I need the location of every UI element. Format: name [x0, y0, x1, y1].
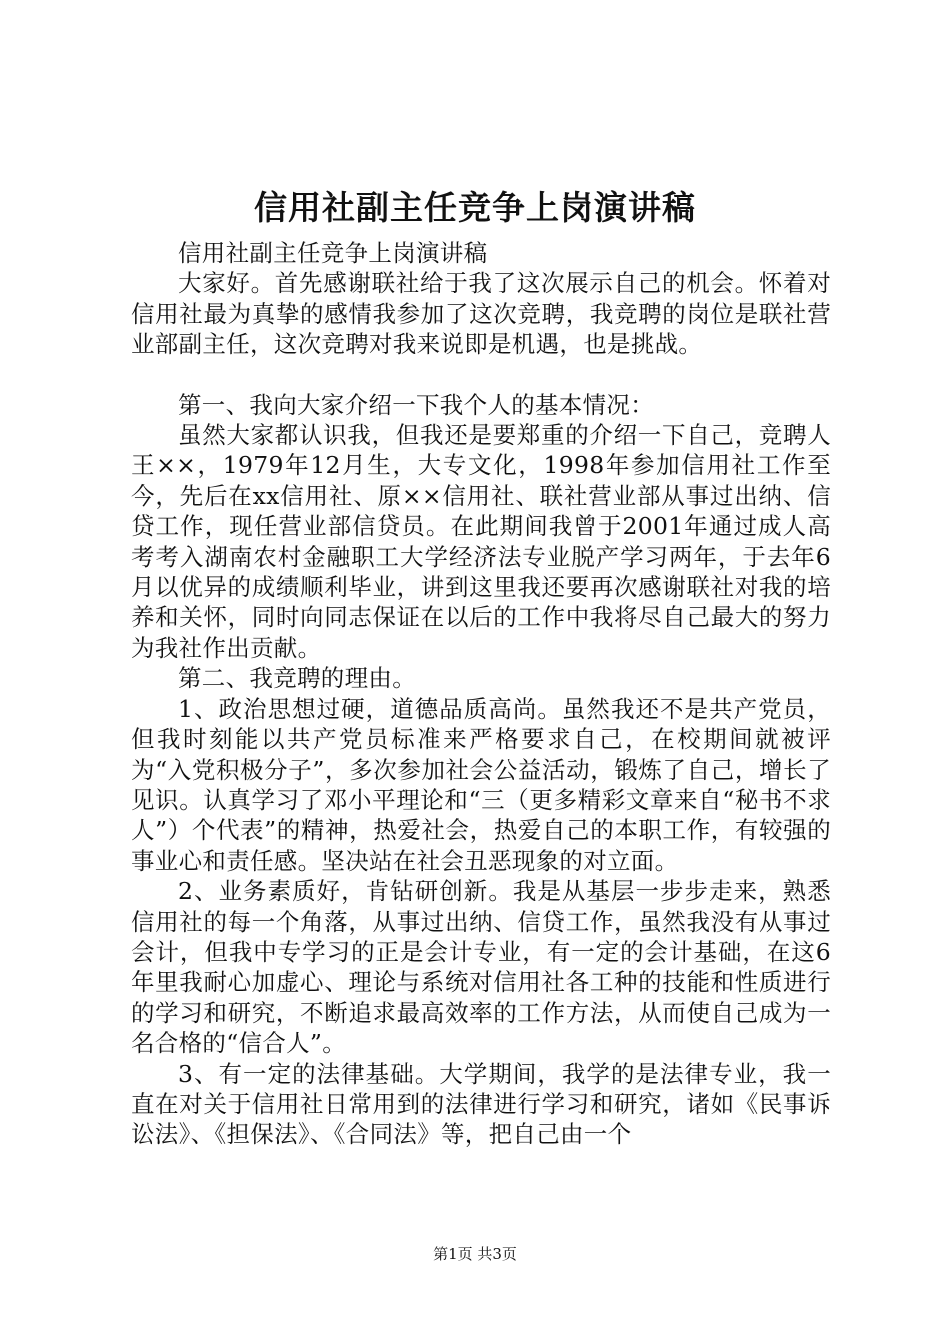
- paragraph-greeting: 大家好。首先感谢联社给于我了这次展示自己的机会。怀着对信用社最为真挚的感情我参加了这次竞聘，我竞聘的岗位是联社营业部副主任，这次竞聘对我来说即是机遇，也是挑战。: [131, 269, 831, 359]
- page-footer: 第1页 共3页: [433, 1245, 517, 1263]
- paragraph-personal-info: 虽然大家都认识我，但我还是要郑重的介绍一下自己，竞聘人王××，1979年12月生，大专文化，1998年参加信用社工作至今，先后在xx信用社、原××信用社、联社营业部从事过出纳、信贷工作，现任营业部信贷员。在此期间我曾于2001年通过成人高考考入湖南农村金融职工大学经济法专业脱产学习两年，于去年6月以优异的成绩顺利毕业，讲到这里我还要再次感谢联社对我的培养和关怀，同时向同志保证在以后的工作中我将尽自己最大的努力为我社作出贡献。: [131, 421, 831, 662]
- paragraph-reason-three: 3、有一定的法律基础。大学期间，我学的是法律专业，我一直在对关于信用社日常用到的法律进行学习和研究，诸如《民事诉讼法》、《担保法》、《合同法》等，把自己由一个: [131, 1059, 831, 1149]
- paragraph-reason-two: 2、业务素质好，肯钻研创新。我是从基层一步步走来，熟悉信用社的每一个角落，从事过出纳、信贷工作，虽然我没有从事过会计，但我中专学习的正是会计专业，有一定的会计基础，在这6年里我耐心加虚心、理论与系统对信用社各工种的技能和性质进行的学习和研究，不断追求最高效率的工作方法，从而使自己成为一名合格的“信合人”。: [131, 877, 831, 1058]
- paragraph-section-one-heading: 第一、我向大家介绍一下我个人的基本情况：: [178, 390, 654, 419]
- paragraph-subtitle: 信用社副主任竞争上岗演讲稿: [178, 239, 488, 267]
- paragraph-section-two-heading: 第二、我竞聘的理由。: [178, 664, 416, 693]
- paragraph-reason-one: 1、政治思想过硬，道德品质高尚。虽然我还不是共产党员，但我时刻能以共产党员标准来严格要求自己，在校期间就被评为“入党积极分子”，多次参加社会公益活动，锻炼了自己，增长了见识。认真学习了邓小平理论和“三（更多精彩文章来自“秘书不求人”）个代表”的精神，热爱社会，热爱自己的本职工作，有较强的事业心和责任感。坚决站在社会丑恶现象的对立面。: [131, 694, 831, 875]
- document-title: 信用社副主任竞争上岗演讲稿: [254, 188, 696, 227]
- document-body: [131, 238, 831, 1150]
